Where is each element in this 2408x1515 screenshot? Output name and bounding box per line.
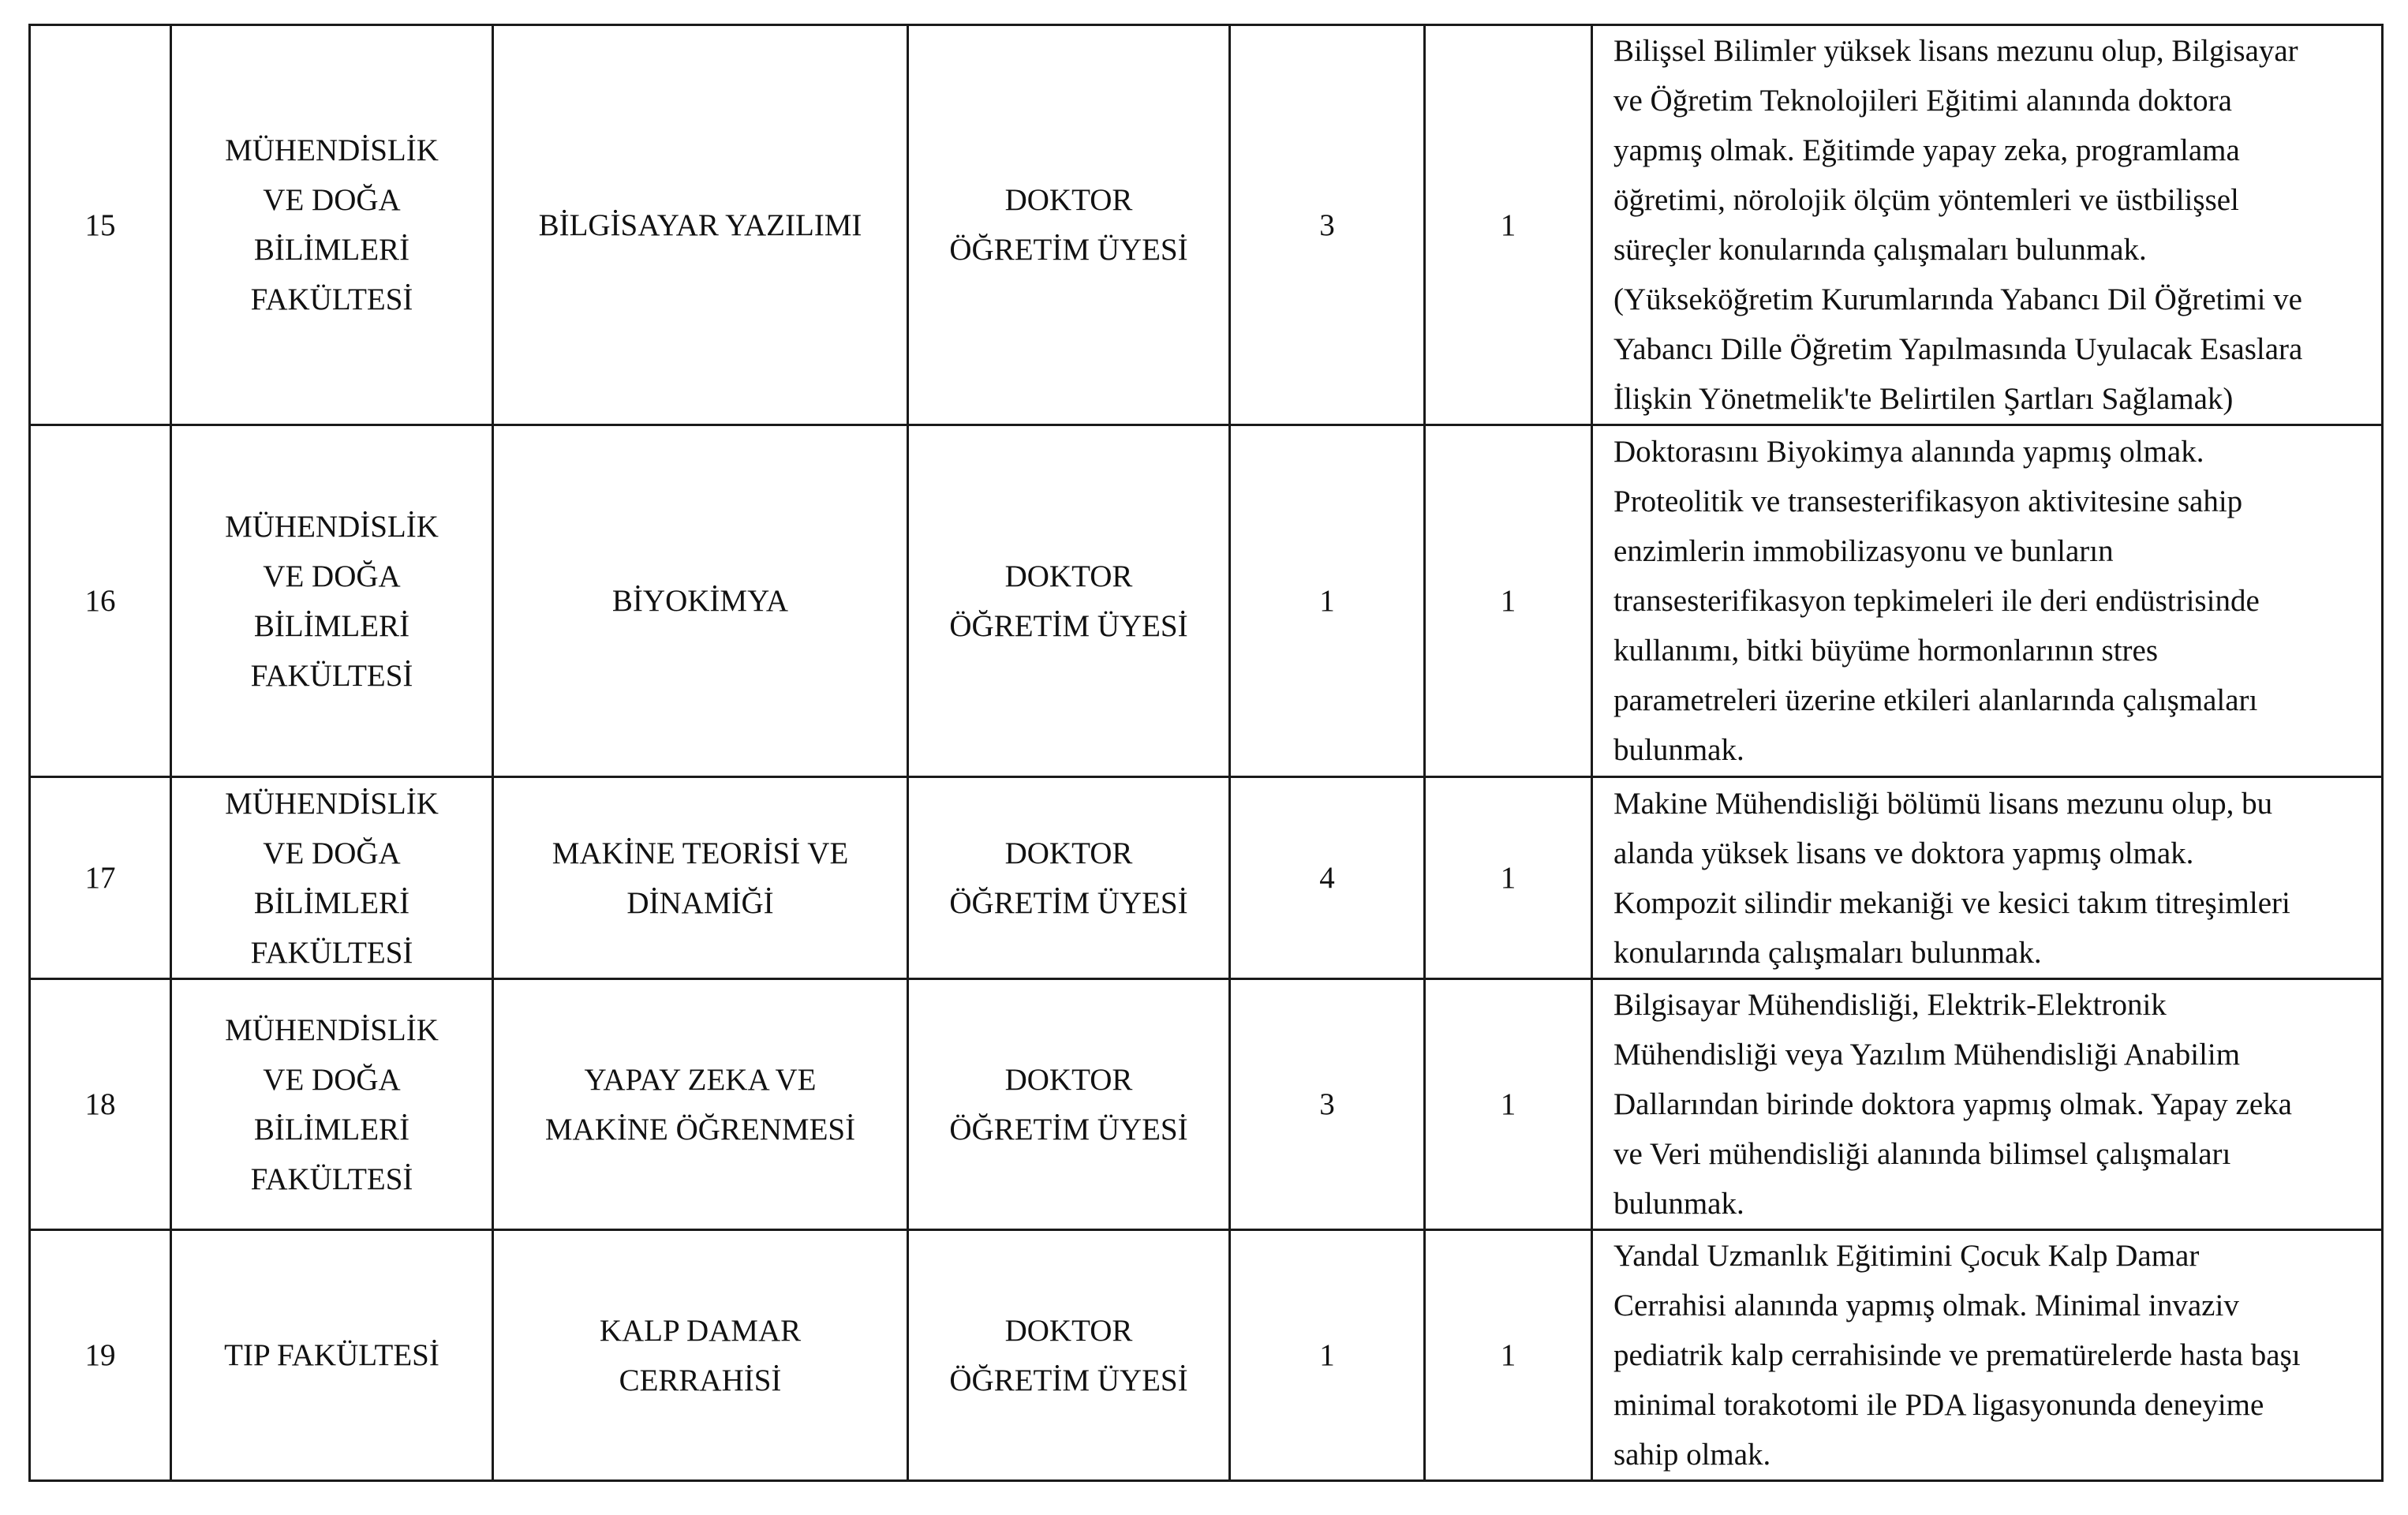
title-cell: DOKTOR ÖĞRETİM ÜYESİ xyxy=(908,425,1230,777)
faculty-cell: MÜHENDİSLİK VE DOĞA BİLİMLERİ FAKÜLTESİ xyxy=(171,425,493,777)
count-cell: 1 xyxy=(1425,1230,1592,1481)
requirements-cell: Bilgisayar Mühendisliği, Elektrik-Elektronik Mühendisliği veya Yazılım Mühendisliği Anabilim Dallarından birinde doktora yapmış olmak. Yapay zeka ve Veri mühendisliği alanında bilimsel çalışmaları bulunmak. xyxy=(1592,979,2383,1230)
count-cell: 1 xyxy=(1425,425,1592,777)
table-row xyxy=(30,979,2383,1230)
count-cell: 1 xyxy=(1425,777,1592,979)
requirements-cell: Bilişsel Bilimler yüksek lisans mezunu olup, Bilgisayar ve Öğretim Teknolojileri Eğitimi alanında doktora yapmış olmak. Eğitimde yapay zeka, programlama öğretimi, nörolojik ölçüm yöntemleri ve üstbilişsel süreçler konularında çalışmaları bulunmak. (Yükseköğretim Kurumlarında Yabancı Dil Öğretimi ve Yabancı Dille Öğretim Yapılmasında Uyulacak Esaslara İlişkin Yönetmelik'te Belirtilen Şartları Sağlamak) xyxy=(1592,25,2383,425)
degree-cell: 3 xyxy=(1230,25,1425,425)
faculty-cell: TIP FAKÜLTESİ xyxy=(171,1230,493,1481)
title-cell: DOKTOR ÖĞRETİM ÜYESİ xyxy=(908,25,1230,425)
count-cell: 1 xyxy=(1425,25,1592,425)
title-cell: DOKTOR ÖĞRETİM ÜYESİ xyxy=(908,979,1230,1230)
department-cell: BİLGİSAYAR YAZILIMI xyxy=(493,25,908,425)
requirements-cell: Yandal Uzmanlık Eğitimini Çocuk Kalp Damar Cerrahisi alanında yapmış olmak. Minimal invaziv pediatrik kalp cerrahisinde ve prematürelerde hasta başı minimal torakotomi ile PDA ligasyonunda deneyime sahip olmak. xyxy=(1592,1230,2383,1481)
table-row xyxy=(30,25,2383,425)
department-cell: KALP DAMAR CERRAHİSİ xyxy=(493,1230,908,1481)
faculty-cell: MÜHENDİSLİK VE DOĞA BİLİMLERİ FAKÜLTESİ xyxy=(171,979,493,1230)
faculty-cell: MÜHENDİSLİK VE DOĞA BİLİMLERİ FAKÜLTESİ xyxy=(171,25,493,425)
faculty-cell: MÜHENDİSLİK VE DOĞA BİLİMLERİ FAKÜLTESİ xyxy=(171,777,493,979)
table-row xyxy=(30,425,2383,777)
count-cell: 1 xyxy=(1425,979,1592,1230)
department-cell: YAPAY ZEKA VE MAKİNE ÖĞRENMESİ xyxy=(493,979,908,1230)
department-cell: BİYOKİMYA xyxy=(493,425,908,777)
degree-cell: 1 xyxy=(1230,1230,1425,1481)
degree-cell: 3 xyxy=(1230,979,1425,1230)
title-cell: DOKTOR ÖĞRETİM ÜYESİ xyxy=(908,777,1230,979)
row-number-cell: 15 xyxy=(30,25,171,425)
degree-cell: 4 xyxy=(1230,777,1425,979)
row-number-cell: 17 xyxy=(30,777,171,979)
requirements-cell: Makine Mühendisliği bölümü lisans mezunu olup, bu alanda yüksek lisans ve doktora yapmış olmak. Kompozit silindir mekaniği ve kesici takım titreşimleri konularında çalışmaları bulunmak. xyxy=(1592,777,2383,979)
requirements-cell: Doktorasını Biyokimya alanında yapmış olmak. Proteolitik ve transesterifikasyon aktivitesine sahip enzimlerin immobilizasyonu ve bunların transesterifikasyon tepkimeleri ile deri endüstrisinde kullanımı, bitki büyüme hormonlarının stres parametreleri üzerine etkileri alanlarında çalışmaları bulunmak. xyxy=(1592,425,2383,777)
row-number-cell: 16 xyxy=(30,425,171,777)
row-number-cell: 18 xyxy=(30,979,171,1230)
table-row xyxy=(30,777,2383,979)
table-row xyxy=(30,1230,2383,1481)
department-cell: MAKİNE TEORİSİ VE DİNAMİĞİ xyxy=(493,777,908,979)
title-cell: DOKTOR ÖĞRETİM ÜYESİ xyxy=(908,1230,1230,1481)
row-number-cell: 19 xyxy=(30,1230,171,1481)
position-listing-table xyxy=(28,24,2384,1482)
degree-cell: 1 xyxy=(1230,425,1425,777)
